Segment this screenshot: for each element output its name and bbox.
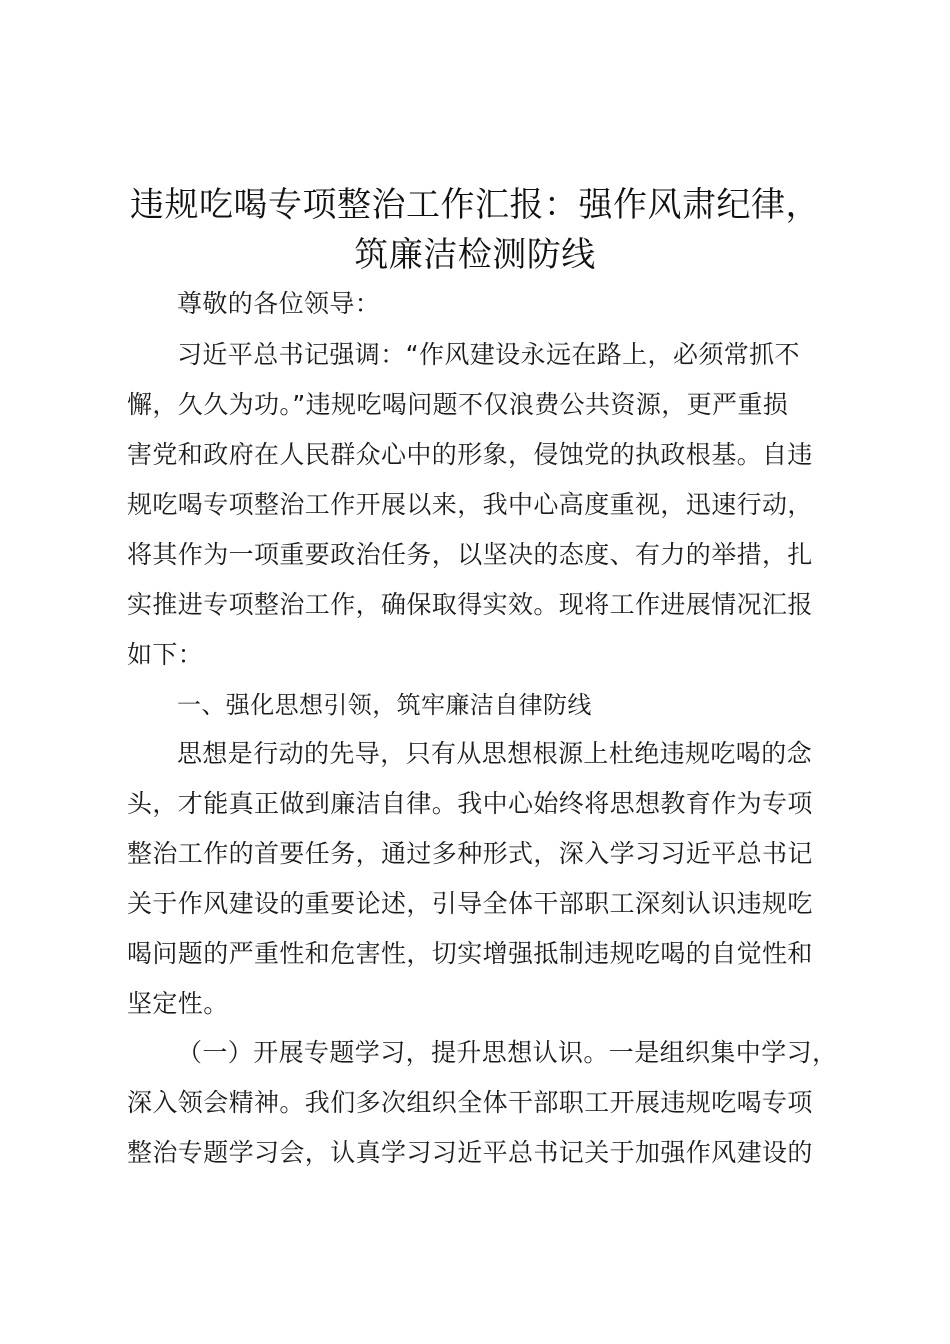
section-body-line: 关于作风建设的重要论述，引导全体干部职工深刻认识违规吃: [127, 889, 813, 918]
section-heading: 一、强化思想引领，筑牢廉洁自律防线: [177, 691, 592, 719]
section-body-line: 坚定性。: [127, 989, 229, 1018]
intro-line: 害党和政府在人民群众心中的形象，侵蚀党的执政根基。自违: [127, 440, 813, 469]
title-line-2: 筑廉洁检测防线: [354, 235, 596, 275]
subsection-body-line: 深入领会精神。我们多次组织全体干部职工开展违规吃喝专项: [127, 1088, 813, 1117]
intro-line: 如下：: [127, 640, 204, 669]
intro-line: 懈，久久为功。”违规吃喝问题不仅浪费公共资源，更严重损: [127, 390, 789, 419]
intro-line: 将其作为一项重要政治任务，以坚决的态度、有力的举措，扎: [127, 540, 813, 569]
title-line-1: 违规吃喝专项整治工作汇报：强作风肃纪律，: [130, 185, 820, 225]
section-body-line: 整治工作的首要任务，通过多种形式，深入学习习近平总书记: [127, 839, 813, 868]
intro-line: 实推进专项整治工作，确保取得实效。现将工作进展情况汇报: [127, 590, 813, 619]
document-title: [118, 180, 832, 280]
subsection-body-line: 整治专题学习会，认真学习习近平总书记关于加强作风建设的: [127, 1138, 813, 1167]
salutation: 尊敬的各位领导：: [177, 289, 381, 318]
intro-line: 规吃喝专项整治工作开展以来，我中心高度重视，迅速行动，: [127, 490, 813, 519]
intro-line: 习近平总书记强调：“作风建设永远在路上，必须常抓不: [177, 340, 800, 369]
section-body-line: 喝问题的严重性和危害性，切实增强抵制违规吃喝的自觉性和: [127, 939, 813, 968]
section-body-line: 思想是行动的先导，只有从思想根源上杜绝违规吃喝的念: [177, 739, 813, 768]
subsection-body-line: （一）开展专题学习，提升思想认识。一是组织集中学习，: [177, 1038, 838, 1067]
section-body-line: 头，才能真正做到廉洁自律。我中心始终将思想教育作为专项: [127, 789, 813, 818]
